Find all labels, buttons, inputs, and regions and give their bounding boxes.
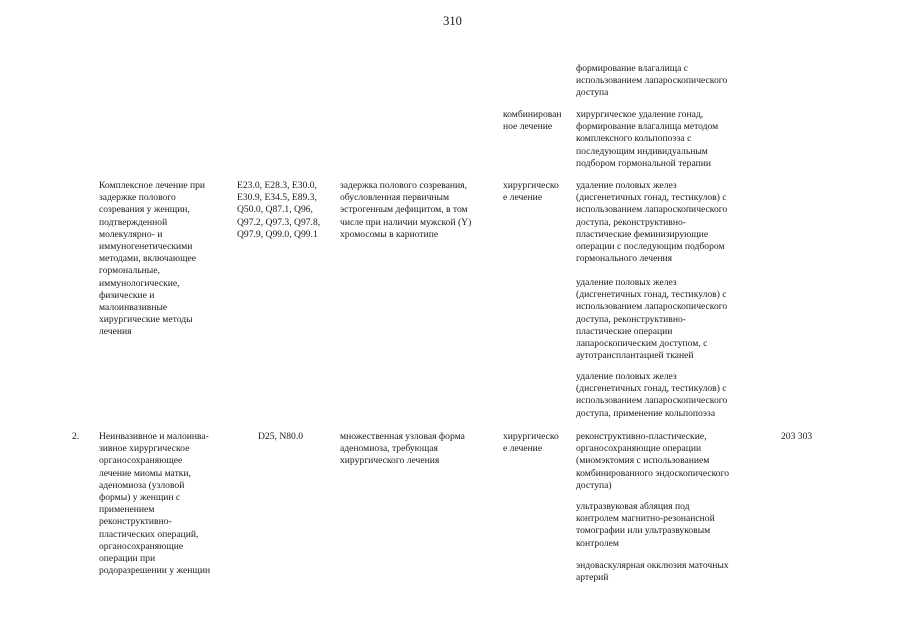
- page-number: 310: [443, 14, 462, 28]
- icd-codes: E23.0, E28.3, E30.0, E30.9, E34.5, E89.3, Q50.0, Q87.1, Q96, Q97.2, Q97.3, Q97.8, Q97.9, Q99.0, Q99.1: [237, 180, 321, 240]
- treatment-type: хирургическо е лечение: [503, 431, 559, 455]
- method-text: реконструктивно-пластические, органосохраняющие операции (миомэктомия с использованием комбинированного эндоскопического доступа): [576, 431, 730, 491]
- method-text: удаление половых желез (дисгенетичных гонад, тестикулов) с использованием лапароскопического доступа, применение кольпопоэза: [576, 371, 728, 419]
- method-text: ультразвуковая абляция под контролем магнитно-резонансной томографии или ультразвуковым контролем: [576, 501, 715, 549]
- row-number: 2.: [72, 431, 80, 442]
- treatment-type: хирургическо е лечение: [503, 180, 559, 204]
- treatment-name: Комплексное лечение при задержке полового созревания у женщин, подтвержденной молекулярно- и иммуногенетическими методами, включающее гормональные, иммунологические, физические и малоинвазивные хирургические методы лечения: [99, 180, 206, 338]
- treatment-name: Неинвазивное и малоинва- зивное хирургическое органосохраняющее лечение миомы матки, аденомиоза (узловой формы) у женщин с применением реконструктивно- пластических операций, органосохраняющие операции при родоразрешении у женщин: [99, 431, 211, 577]
- cost-value: 203 303: [781, 431, 813, 442]
- icd-codes: D25, N80.0: [258, 431, 304, 442]
- method-text: хирургическое удаление гонад, формирование влагалища методом комплексного кольпопоэза с последующим индивидуальным подбором гормональной терапии: [576, 109, 719, 169]
- method-text: эндоваскулярная окклюзия маточных артерий: [576, 560, 729, 584]
- patient-model: множественная узловая форма аденомиоза, требующая хирургического лечения: [340, 431, 465, 467]
- method-text: формирование влагалища с использованием лапароскопического доступа: [576, 63, 728, 99]
- treatment-type: комбинирован ное лечение: [503, 109, 562, 133]
- method-text: удаление половых желез (дисгенетичных гонад, тестикулов) с использованием лапароскопического доступа, реконструктивно- пластические феминизирующие операции с последующим подбором гормонального лечения: [576, 180, 728, 265]
- patient-model: задержка полового созревания, обусловленная первичным эстрогенным дефицитом, в том числе при наличии мужской (Y) хромосомы в кариотипе: [340, 180, 472, 240]
- method-text: удаление половых желез (дисгенетичных гонад, тестикулов) с использованием лапароскопического доступа, реконструктивно- пластические операции лапароскопическим доступом, с аутотрансплантацией тканей: [576, 277, 728, 362]
